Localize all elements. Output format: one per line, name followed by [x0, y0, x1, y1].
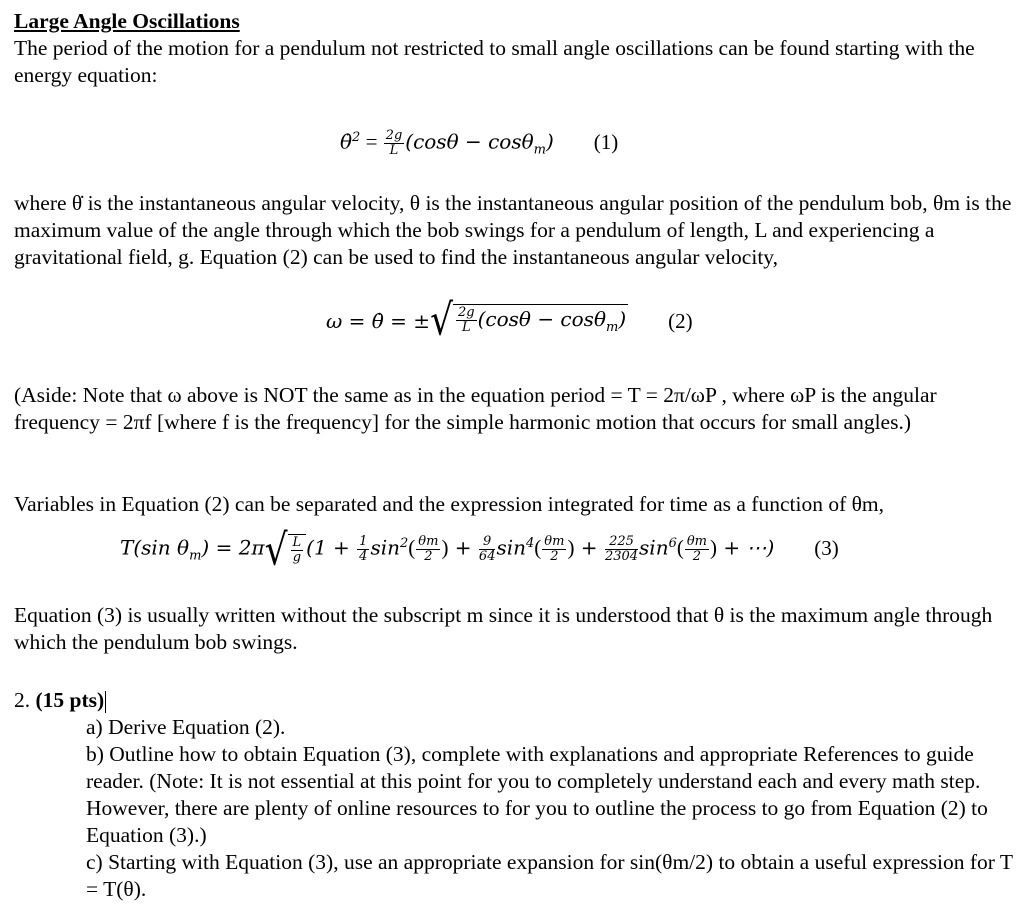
eq3-coef-2-den: 64 [478, 548, 496, 564]
eq2-fraction [456, 306, 477, 335]
part-c: c) Starting with Equation (3), use an appropriate expansion for sin(θm/2) to obtain a useful expression for T = T(θ). [86, 850, 1013, 901]
eq3-open: (1 + [306, 535, 357, 560]
eq2-sub: m [605, 320, 619, 335]
eq3-plus-2: + [574, 535, 604, 560]
eq3-coef-2 [479, 535, 496, 564]
eq3-arg-2-num: θm [544, 533, 565, 549]
where-paragraph [14, 190, 1014, 271]
eq1-lhs: θ̇ [340, 129, 353, 154]
eq3-power-1: 2 [400, 536, 409, 551]
eq2-number: (2) [668, 309, 693, 333]
eq3-power-3: 6 [668, 536, 677, 551]
eq3-arg-3 [685, 535, 709, 564]
eq2-lhs: ω = θ̇ = ± [326, 309, 431, 333]
eq3-sqrt-num: L [292, 534, 302, 550]
where-text: where θ̇ is the instantaneous angular velocity, θ is the instantaneous angular position of the pendulum bob, θm is the maximum value of the angle through which the bob swings for a pendulum of length, L and experiencing a gravitational field, g. Equation (2) can be used to find the instantaneous angular velocity, [14, 191, 1012, 269]
eq3-arg-3-den: 2 [692, 548, 702, 564]
eq3-coef-1-num: 1 [359, 533, 368, 549]
equation-2 [326, 295, 693, 346]
aside-paragraph [14, 382, 1014, 436]
eq3-plus-1: + [448, 535, 478, 560]
question-number: 2. [14, 688, 36, 712]
equation-1 [340, 124, 618, 164]
eq1-fraction [384, 129, 405, 158]
eq2-close: ) [618, 307, 627, 331]
text-cursor [105, 691, 106, 713]
variables-paragraph [14, 491, 1014, 518]
eq1-equals: = [360, 129, 383, 154]
section-title: Large Angle Oscillations [14, 9, 240, 33]
aside-text: (Aside: Note that ω above is NOT the same as in the equation period = T = 2π/ωP , where ωP is the angular frequency = 2πf [where f is the frequency] for the simple harmonic motion that occurs for small angles.) [14, 383, 937, 434]
intro-paragraph [14, 35, 1014, 89]
part-a: a) Derive Equation (2). [86, 715, 286, 739]
question-heading [14, 687, 106, 714]
eq2-frac-num: 2g [458, 305, 475, 320]
eq3-sqrt-fraction [291, 536, 304, 565]
eq3-arg-2 [542, 535, 566, 564]
eq3-lhs-sub: m [189, 548, 202, 564]
variables-text: Variables in Equation (2) can be separated and the expression integrated for time as a function of θm, [14, 492, 884, 516]
eq3-coef-2-num: 9 [479, 535, 496, 550]
eq3-arg-2-den: 2 [550, 548, 559, 564]
eq3-number: (3) [814, 535, 839, 560]
eq3-arg-3-num: θm [686, 533, 708, 549]
section-heading [14, 8, 240, 35]
eq3-coef-3-den: 2304 [604, 548, 639, 564]
eq3-coef-1 [357, 535, 369, 564]
eq2-sqrt: √ $\frac{2g}{L}$ (cosθ − cosθ$_m$) [430, 295, 627, 346]
question-points: (15 pts) [35, 688, 105, 712]
eq3-arg-1-num: θm [418, 533, 439, 549]
eq1-rhs: (cosθ − cosθ [405, 129, 534, 154]
eq1-square: 2 [352, 130, 361, 145]
eq3-term-1: sin [370, 535, 400, 560]
eq3-tail: + ⋯) [717, 535, 775, 560]
part-b: b) Outline how to obtain Equation (3), complete with explanations and appropriate References to guide reader. (Note: It is not essential at this point for you to completely understand each and every math step. However, there are plenty of online resources to for you to outline the process to go from Equation (2) to Equation (3).) [86, 742, 988, 847]
eq2-frac-den: L [461, 320, 471, 335]
eq3-term-2: sin [496, 535, 527, 560]
eq3-arg-1-den: 2 [424, 548, 433, 564]
eq3-lhs-close: ) = 2π [201, 535, 265, 560]
intro-text: The period of the motion for a pendulum not restricted to small angle oscillations can be found starting with the energy equation: [14, 36, 975, 87]
eq1-frac-num: 2g [385, 127, 403, 143]
equation-3: T(sin $\theta_m) = 2\pi√$ $\frac{L}{g}$ (1 + $\frac{1}{4}$ $\sin^2$( $\frac{\theta m}{2}$ ) + $\frac{9}{64}$ $\sin^4$( $\frac{\theta m}{2}$ ) + $\frac{225}{2304}$ $\sin^6$( $\frac{\theta m}{2}$ ) + ⋯) (3) [120, 525, 839, 575]
eq3-arg-1 [416, 535, 440, 564]
eq1-close: ) [545, 129, 554, 154]
eq3-term-3: sin [639, 535, 669, 560]
eq1-number: (1) [593, 129, 619, 154]
eq3-coef-3 [605, 535, 638, 564]
eq2-rhs: (cosθ − cosθ [477, 307, 606, 331]
eq3-power-2: 4 [526, 536, 535, 551]
eq3-lhs: T(sin θ [120, 535, 190, 560]
eq3-sqrt-den: g [292, 549, 302, 565]
question-parts [86, 714, 1016, 903]
eq3-coef-3-num: 225 [605, 535, 638, 550]
eq3-sqrt: √ $\frac{L}{g}$ [265, 534, 307, 565]
eq3-note-text: Equation (3) is usually written without the subscript m since it is understood that θ is the maximum angle through which the pendulum bob swings. [14, 603, 993, 654]
eq3-note-paragraph [14, 602, 1014, 656]
eq1-frac-den: L [389, 142, 399, 158]
eq1-sub: m [533, 142, 546, 158]
eq3-coef-1-den: 4 [359, 548, 368, 564]
